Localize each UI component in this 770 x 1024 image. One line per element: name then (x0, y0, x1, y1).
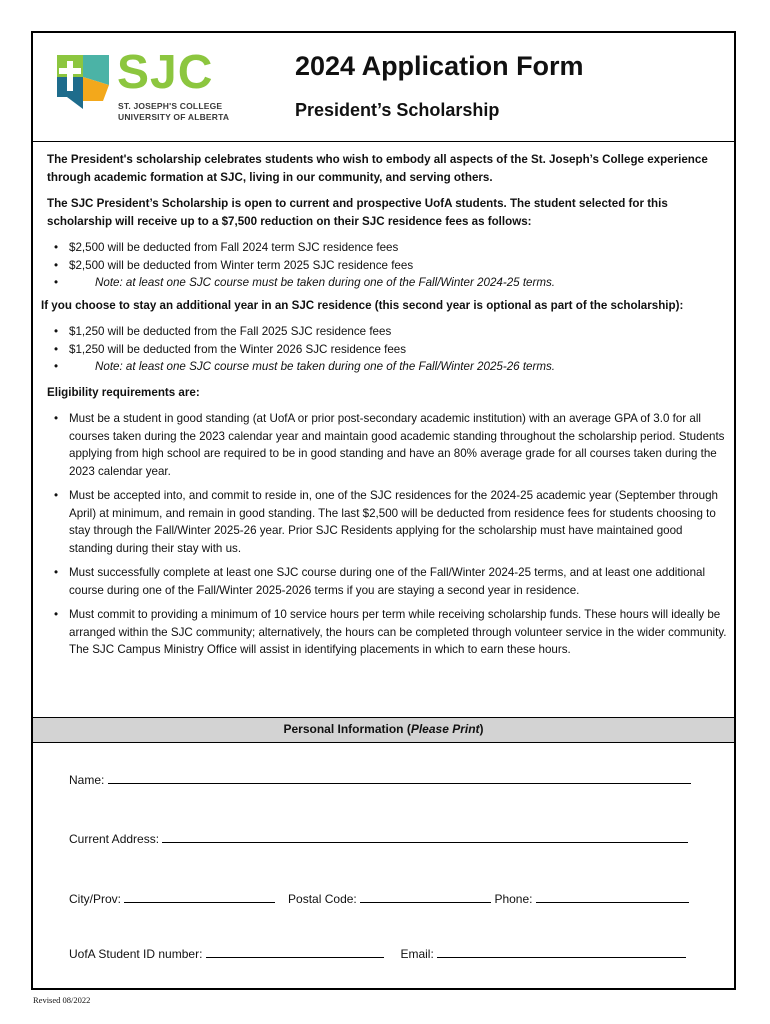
eligibility-intro: The SJC President’s Scholarship is open to current and prospective UofA students. The student selected for this scholarship will receive up to a $7,500 reduction on their SJC residence fees as follows: (47, 197, 668, 228)
year1-note: • Note: at least one SJC course must be taken during one of the Fall/Winter 2024-25 terms. (69, 274, 729, 292)
eligibility-list (47, 410, 729, 659)
email-label: Email: (400, 947, 434, 961)
city-postal-phone-row (69, 890, 689, 906)
city-label: City/Prov: (69, 892, 122, 906)
section-heading-emphasis: Please Print (410, 722, 480, 736)
personal-info-heading (33, 717, 734, 743)
phone-field[interactable] (536, 890, 689, 903)
year2-deductions (47, 323, 729, 376)
address-label: Current Address: (69, 832, 160, 846)
year1-deductions (47, 239, 729, 292)
list-item: • Must successfully complete at least one SJC course during one of the Fall/Winter 2024-25 terms, and at least one additional course during one of the Fall/Winter 2025-2026 terms if you are staying a second year in residence. (69, 564, 729, 599)
name-row (69, 771, 691, 787)
list-item: • Must be a student in good standing (at UofA or prior post-secondary academic institution) with an average GPA of 3.0 for all courses taken during the 2023 calendar year and maintain good academic standing throughout the scholarship period. Students applying from high school are required to be in good standing and have an 80% average grade for all courses taken during the 2023 calendar year. (69, 410, 729, 480)
city-field[interactable] (124, 890, 275, 903)
eligibility-heading: Eligibility requirements are: (47, 385, 200, 399)
sjc-emblem-icon (53, 51, 113, 113)
second-year-intro: If you choose to stay an additional year in an SJC residence (this second year is optional as part of the scholarship): (41, 298, 684, 312)
page-title: 2024 Application Form (295, 51, 584, 81)
list-item: • $2,500 will be deducted from Fall 2024 term SJC residence fees (69, 239, 729, 257)
address-row (69, 830, 688, 846)
logo-college-name: ST. JOSEPH'S COLLEGE (118, 101, 223, 111)
student-id-field[interactable] (206, 945, 384, 958)
student-id-label: UofA Student ID number: (69, 947, 203, 961)
logo-wordmark: SJC (117, 46, 214, 99)
postal-code-field[interactable] (360, 890, 491, 903)
address-field[interactable] (162, 830, 688, 843)
sjc-logo (53, 46, 233, 123)
form-frame (31, 31, 736, 990)
logo-university-name: UNIVERSITY OF ALBERTA (118, 112, 230, 122)
email-field[interactable] (437, 945, 686, 958)
id-email-row (69, 945, 686, 961)
section-heading-close: ) (479, 722, 484, 736)
revision-note: Revised 08/2022 (33, 995, 91, 1005)
list-item: • Must be accepted into, and commit to reside in, one of the SJC residences for the 2024-25 academic year (September through April) at minimum, and remain in good standing. The last $2,500 will be deducted from residence fees for students choosing to stay through the Fall/Winter 2025-26 year. Prior SJC Residents applying for the scholarship must have maintained good standing during their stay with us. (69, 487, 729, 557)
year2-note: • Note: at least one SJC course must be taken during one of the Fall/Winter 2025-26 terms. (69, 358, 729, 376)
phone-label: Phone: (494, 892, 533, 906)
list-item: • $1,250 will be deducted from the Winter 2026 SJC residence fees (69, 341, 729, 359)
name-label: Name: (69, 773, 105, 787)
form-body (41, 151, 729, 666)
intro-paragraph: The President's scholarship celebrates students who wish to embody all aspects of the St. Joseph’s College experience through academic formation at SJC, living in our community, and serving others. (47, 153, 708, 184)
section-heading-text: Personal Information ( (283, 722, 411, 736)
form-header (33, 33, 734, 142)
list-item: • $2,500 will be deducted from Winter term 2025 SJC residence fees (69, 257, 729, 275)
list-item: • $1,250 will be deducted from the Fall 2025 SJC residence fees (69, 323, 729, 341)
page-subtitle: President’s Scholarship (295, 100, 500, 120)
list-item: • Must commit to providing a minimum of 10 service hours per term while receiving scholarship funds. These hours will ideally be arranged within the SJC community; alternatively, the hours can be completed through volunteer service in the wider community. The SJC Campus Ministry Office will assist in identifying placements in which to earn these hours. (69, 606, 729, 659)
postal-label: Postal Code: (288, 892, 357, 906)
name-field[interactable] (108, 771, 691, 784)
